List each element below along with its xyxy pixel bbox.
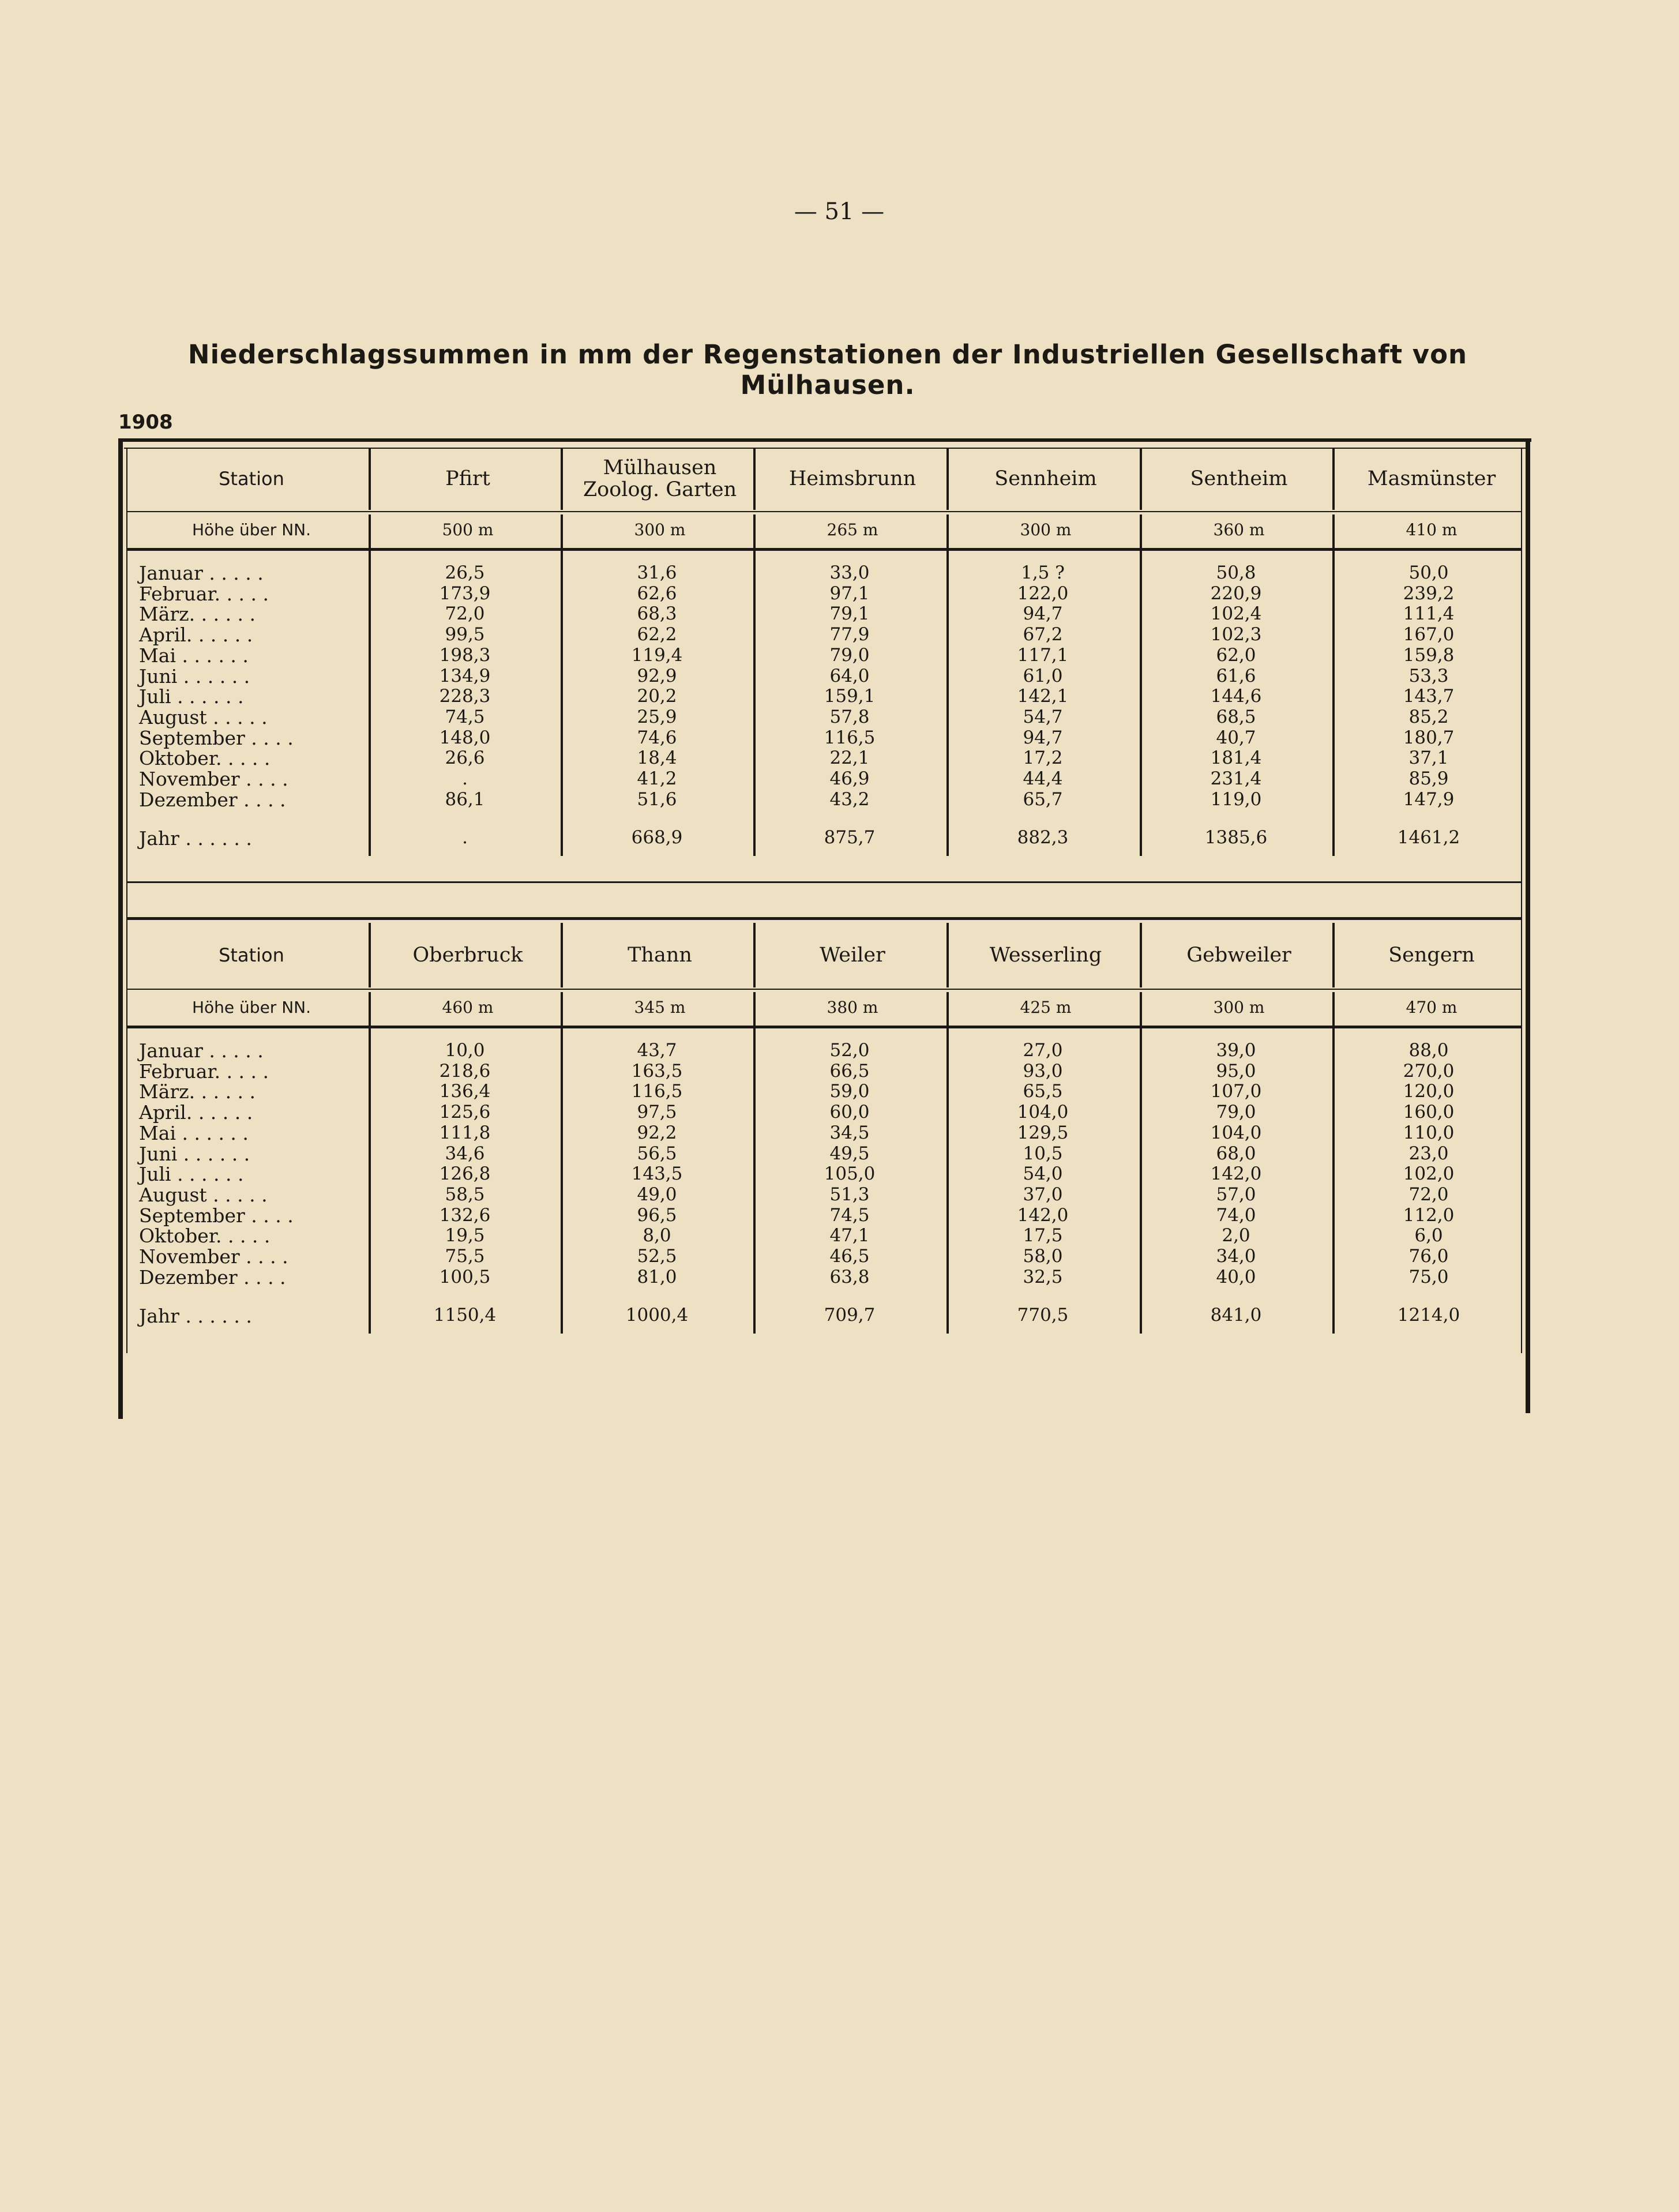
year-total-value: 1214,0: [1397, 1305, 1460, 1326]
table-frame-left: [118, 438, 123, 1419]
monthly-value: 34,5: [829, 1122, 870, 1143]
monthly-value: 19,5: [445, 1225, 485, 1246]
altitude-bottom-line: [127, 548, 1521, 551]
monthly-value: 33,0: [829, 562, 870, 583]
monthly-value: 65,7: [1023, 788, 1063, 810]
month-label: September . . . .: [139, 726, 294, 749]
header-bottom-line: [127, 989, 1521, 990]
month-label: Dezember . . . .: [139, 788, 286, 811]
year-total-value: 841,0: [1210, 1305, 1262, 1326]
monthly-value: 129,5: [1017, 1122, 1069, 1143]
monthly-value: 160,0: [1403, 1102, 1455, 1123]
monthly-value: 159,8: [1403, 644, 1455, 666]
month-labels: [139, 563, 370, 810]
monthly-value: 111,4: [1403, 603, 1455, 625]
monthly-value: 102,3: [1210, 624, 1262, 645]
month-label: Mai . . . . . .: [139, 1121, 249, 1144]
monthly-value: 6,0: [1414, 1225, 1443, 1246]
column-divider: [753, 514, 756, 856]
column-divider: [946, 514, 949, 856]
year-total-value: 770,5: [1017, 1305, 1069, 1326]
monthly-value: 57,0: [1216, 1184, 1256, 1205]
year-total-value: 1461,2: [1397, 827, 1460, 848]
monthly-values: [1342, 563, 1515, 810]
column-divider: [946, 992, 949, 1334]
monthly-value: 107,0: [1210, 1081, 1262, 1102]
monthly-value: 49,0: [637, 1184, 677, 1205]
monthly-value: 31,6: [637, 562, 677, 583]
monthly-value: 68,5: [1216, 706, 1256, 727]
monthly-value: 8,0: [643, 1225, 671, 1246]
station-name: Pfirt: [445, 467, 490, 490]
station-header-label: Station: [219, 468, 284, 490]
month-label: Juli . . . . . .: [139, 685, 244, 708]
month-labels: [139, 1041, 370, 1287]
station-name: Sentheim: [1190, 467, 1288, 490]
monthly-value: 181,4: [1210, 748, 1262, 769]
monthly-value: 65,5: [1023, 1081, 1063, 1102]
monthly-value: 173,9: [439, 583, 491, 604]
station-name: Thann: [628, 944, 692, 967]
monthly-value: 143,7: [1403, 686, 1455, 707]
monthly-value: 88,0: [1408, 1040, 1449, 1061]
monthly-value: 63,8: [829, 1266, 870, 1287]
monthly-value: 85,9: [1408, 768, 1449, 790]
year-total-value: 1385,6: [1204, 827, 1268, 848]
monthly-value: 52,5: [637, 1246, 677, 1267]
station-name: Heimsbrunn: [788, 467, 916, 490]
monthly-values: [1342, 1041, 1515, 1287]
monthly-value: 62,0: [1216, 644, 1256, 666]
monthly-value: 46,9: [829, 768, 870, 790]
year-label: 1908: [118, 411, 173, 434]
monthly-value: 23,0: [1408, 1143, 1449, 1164]
monthly-value: 61,6: [1216, 665, 1256, 686]
monthly-value: 92,2: [637, 1122, 677, 1143]
monthly-value: 17,5: [1023, 1225, 1063, 1246]
monthly-value: 37,1: [1408, 748, 1449, 769]
monthly-values: [570, 1041, 743, 1287]
month-label: Februar. . . . .: [139, 1060, 269, 1083]
monthly-value: 99,5: [445, 624, 485, 645]
station-name: Wesserling: [989, 944, 1102, 967]
monthly-value: 74,0: [1216, 1204, 1256, 1226]
column-divider: [1140, 514, 1142, 856]
monthly-value: 68,0: [1216, 1143, 1256, 1164]
station-altitude: 410 m: [1406, 520, 1458, 539]
monthly-value: 2,0: [1222, 1225, 1250, 1246]
monthly-value: 20,2: [637, 686, 677, 707]
monthly-value: 54,7: [1023, 706, 1063, 727]
monthly-value: 44,4: [1023, 768, 1063, 790]
month-label: Mai . . . . . .: [139, 644, 249, 667]
monthly-values: [956, 563, 1129, 810]
monthly-value: 10,0: [445, 1040, 485, 1061]
monthly-value: 41,2: [637, 768, 677, 790]
month-label: März. . . . . .: [139, 1080, 256, 1103]
column-divider: [1332, 514, 1335, 856]
monthly-value: 239,2: [1403, 583, 1455, 604]
year-total-value: 882,3: [1017, 827, 1069, 848]
monthly-value: 79,0: [829, 644, 870, 666]
month-label: August . . . . .: [139, 705, 268, 728]
month-label: Dezember . . . .: [139, 1265, 286, 1289]
monthly-value: 40,0: [1216, 1266, 1256, 1287]
monthly-value: 59,0: [829, 1081, 870, 1102]
monthly-value: 43,7: [637, 1040, 677, 1061]
monthly-value: 86,1: [445, 788, 485, 810]
monthly-values: [1150, 563, 1323, 810]
monthly-values: [570, 563, 743, 810]
monthly-value: 66,5: [829, 1060, 870, 1081]
monthly-value: 58,0: [1023, 1246, 1063, 1267]
monthly-value: 142,0: [1210, 1163, 1262, 1185]
monthly-value: 167,0: [1403, 624, 1455, 645]
month-label: April. . . . . .: [139, 624, 253, 647]
monthly-value: 100,5: [439, 1266, 491, 1287]
monthly-value: 94,7: [1023, 603, 1063, 625]
monthly-value: 102,4: [1210, 603, 1262, 625]
monthly-value: 58,5: [445, 1184, 485, 1205]
monthly-value: 77,9: [829, 624, 870, 645]
monthly-value: 120,0: [1403, 1081, 1455, 1102]
monthly-value: 116,5: [631, 1081, 683, 1102]
station-altitude: 300 m: [634, 520, 686, 539]
monthly-value: 50,0: [1408, 562, 1449, 583]
monthly-value: 56,5: [637, 1143, 677, 1164]
monthly-value: 22,1: [829, 748, 870, 769]
table-frame-inner-right: [1521, 448, 1522, 1353]
column-divider: [1140, 992, 1142, 1334]
monthly-values: [763, 563, 936, 810]
monthly-value: 25,9: [637, 706, 677, 727]
month-label: Oktober. . . . .: [139, 1225, 271, 1248]
station-name: Oberbruck: [412, 944, 523, 967]
monthly-value: 220,9: [1210, 583, 1262, 604]
column-divider: [561, 992, 563, 1334]
monthly-value: 62,6: [637, 583, 677, 604]
monthly-value: 51,3: [829, 1184, 870, 1205]
monthly-value: 105,0: [824, 1163, 876, 1185]
monthly-value: 76,0: [1408, 1246, 1449, 1267]
monthly-value: 136,4: [439, 1081, 491, 1102]
monthly-value: 94,7: [1023, 727, 1063, 748]
altitude-header-label: Höhe über NN.: [191, 520, 311, 539]
year-total-value: 1150,4: [433, 1305, 497, 1326]
monthly-value: 34,6: [445, 1143, 485, 1164]
monthly-value: 144,6: [1210, 686, 1262, 707]
monthly-value: 134,9: [439, 665, 491, 686]
monthly-value: 231,4: [1210, 768, 1262, 790]
station-name: Weiler: [820, 944, 885, 967]
station-altitude: 300 m: [1020, 520, 1072, 539]
monthly-value: 57,8: [829, 706, 870, 727]
month-label: Januar . . . . .: [139, 562, 264, 584]
month-label: April. . . . . .: [139, 1101, 253, 1124]
monthly-value: 81,0: [637, 1266, 677, 1287]
monthly-value: 72,0: [1408, 1184, 1449, 1205]
monthly-value: 37,0: [1023, 1184, 1063, 1205]
monthly-value: 62,2: [637, 624, 677, 645]
monthly-value: 163,5: [631, 1060, 683, 1081]
monthly-value: 18,4: [637, 748, 677, 769]
station-name: Gebweiler: [1186, 944, 1291, 967]
year-total-value: 709,7: [824, 1305, 876, 1326]
monthly-value: 72,0: [445, 603, 485, 625]
station-header-label: Station: [219, 944, 284, 966]
monthly-value: 47,1: [829, 1225, 870, 1246]
monthly-value: 61,0: [1023, 665, 1063, 686]
monthly-value: 198,3: [439, 644, 491, 666]
month-label: Juli . . . . . .: [139, 1163, 244, 1186]
monthly-value: 34,0: [1216, 1246, 1256, 1267]
monthly-value: 96,5: [637, 1204, 677, 1226]
monthly-value: 147,9: [1403, 788, 1455, 810]
monthly-value: 68,3: [637, 603, 677, 625]
month-label: August . . . . .: [139, 1183, 268, 1206]
column-divider: [561, 514, 563, 856]
page-title: Niederschlagssummen in mm der Regenstationen der Industriellen Gesellschaft von Mülhausen.: [187, 339, 1468, 400]
month-label: März. . . . . .: [139, 603, 256, 626]
station-name: Sengern: [1388, 944, 1475, 967]
year-total-label: Jahr . . . . . .: [139, 1305, 252, 1328]
station-altitude: 265 m: [827, 520, 878, 539]
monthly-value: 104,0: [1017, 1102, 1069, 1123]
monthly-value: 53,3: [1408, 665, 1449, 686]
year-total-value: .: [462, 827, 468, 848]
monthly-value: 97,5: [637, 1102, 677, 1123]
monthly-value: .: [462, 768, 468, 790]
monthly-values: [378, 1041, 551, 1287]
monthly-value: 102,0: [1403, 1163, 1455, 1185]
monthly-value: 74,5: [445, 706, 485, 727]
monthly-value: 26,6: [445, 748, 485, 769]
monthly-value: 142,0: [1017, 1204, 1069, 1226]
monthly-value: 93,0: [1023, 1060, 1063, 1081]
year-total-value: 875,7: [824, 827, 876, 848]
monthly-value: 119,0: [1210, 788, 1262, 810]
month-label: November . . . .: [139, 768, 288, 791]
monthly-value: 39,0: [1216, 1040, 1256, 1061]
monthly-value: 32,5: [1023, 1266, 1063, 1287]
monthly-value: 1,5 ?: [1021, 562, 1065, 583]
month-label: Februar. . . . .: [139, 582, 269, 605]
monthly-value: 60,0: [829, 1102, 870, 1123]
station-name: Sennheim: [994, 467, 1097, 490]
monthly-value: 104,0: [1210, 1122, 1262, 1143]
monthly-value: 51,6: [637, 788, 677, 810]
monthly-value: 79,0: [1216, 1102, 1256, 1123]
year-total-value: 668,9: [631, 827, 683, 848]
station-altitude: 500 m: [442, 520, 494, 539]
monthly-value: 85,2: [1408, 706, 1449, 727]
monthly-value: 132,6: [439, 1204, 491, 1226]
station-altitude: 425 m: [1020, 998, 1072, 1017]
table-separator-thick: [127, 917, 1521, 920]
monthly-value: 117,1: [1017, 644, 1069, 666]
month-label: September . . . .: [139, 1204, 294, 1227]
monthly-value: 148,0: [439, 727, 491, 748]
station-altitude: 360 m: [1213, 520, 1265, 539]
monthly-value: 74,6: [637, 727, 677, 748]
altitude-bottom-line: [127, 1026, 1521, 1028]
monthly-value: 110,0: [1403, 1122, 1455, 1143]
monthly-value: 54,0: [1023, 1163, 1063, 1185]
station-altitude: 300 m: [1213, 998, 1265, 1017]
monthly-value: 180,7: [1403, 727, 1455, 748]
monthly-value: 111,8: [439, 1122, 491, 1143]
monthly-value: 75,0: [1408, 1266, 1449, 1287]
monthly-value: 67,2: [1023, 624, 1063, 645]
table-frame-top: [118, 438, 1531, 442]
monthly-value: 10,5: [1023, 1143, 1063, 1164]
monthly-value: 112,0: [1403, 1204, 1455, 1226]
monthly-value: 95,0: [1216, 1060, 1256, 1081]
column-divider: [369, 448, 371, 510]
monthly-value: 43,2: [829, 788, 870, 810]
station-name: Masmünster: [1367, 467, 1496, 490]
station-altitude: 460 m: [442, 998, 494, 1017]
monthly-value: 75,5: [445, 1246, 485, 1267]
precip-table-1: [127, 448, 1521, 880]
monthly-values: [763, 1041, 936, 1287]
monthly-value: 143,5: [631, 1163, 683, 1185]
month-label: Juni . . . . . .: [139, 664, 250, 688]
monthly-value: 74,5: [829, 1204, 870, 1226]
monthly-value: 97,1: [829, 583, 870, 604]
station-altitude: 380 m: [827, 998, 878, 1017]
monthly-value: 142,1: [1017, 686, 1069, 707]
header-bottom-line: [127, 511, 1521, 512]
monthly-value: 92,9: [637, 665, 677, 686]
monthly-value: 122,0: [1017, 583, 1069, 604]
table-separator: [127, 881, 1521, 883]
monthly-value: 17,2: [1023, 748, 1063, 769]
column-divider: [1332, 992, 1335, 1334]
monthly-value: 270,0: [1403, 1060, 1455, 1081]
page-number: — 51 —: [794, 198, 885, 225]
monthly-value: 40,7: [1216, 727, 1256, 748]
monthly-value: 64,0: [829, 665, 870, 686]
monthly-values: [1150, 1041, 1323, 1287]
station-name: Mülhausen Zoolog. Garten: [583, 456, 737, 501]
month-label: Januar . . . . .: [139, 1039, 264, 1062]
month-label: November . . . .: [139, 1245, 288, 1268]
month-label: Juni . . . . . .: [139, 1142, 250, 1165]
monthly-value: 218,6: [439, 1060, 491, 1081]
year-total-label: Jahr . . . . . .: [139, 827, 252, 850]
year-total-value: 1000,4: [625, 1305, 689, 1326]
station-altitude: 345 m: [634, 998, 686, 1017]
column-divider: [369, 923, 371, 987]
monthly-value: 46,5: [829, 1246, 870, 1267]
monthly-value: 125,6: [439, 1102, 491, 1123]
monthly-values: [956, 1041, 1129, 1287]
precip-table-2: [127, 923, 1521, 1361]
altitude-header-label: Höhe über NN.: [191, 998, 311, 1017]
monthly-value: 159,1: [824, 686, 876, 707]
monthly-value: 79,1: [829, 603, 870, 625]
monthly-value: 228,3: [439, 686, 491, 707]
month-label: Oktober. . . . .: [139, 747, 271, 770]
monthly-value: 52,0: [829, 1040, 870, 1061]
monthly-value: 26,5: [445, 562, 485, 583]
monthly-value: 119,4: [631, 644, 683, 666]
monthly-value: 49,5: [829, 1143, 870, 1164]
monthly-value: 126,8: [439, 1163, 491, 1185]
station-altitude: 470 m: [1406, 998, 1458, 1017]
monthly-values: [378, 563, 551, 810]
column-divider: [753, 992, 756, 1334]
monthly-value: 116,5: [824, 727, 876, 748]
monthly-value: 50,8: [1216, 562, 1256, 583]
monthly-value: 27,0: [1023, 1040, 1063, 1061]
